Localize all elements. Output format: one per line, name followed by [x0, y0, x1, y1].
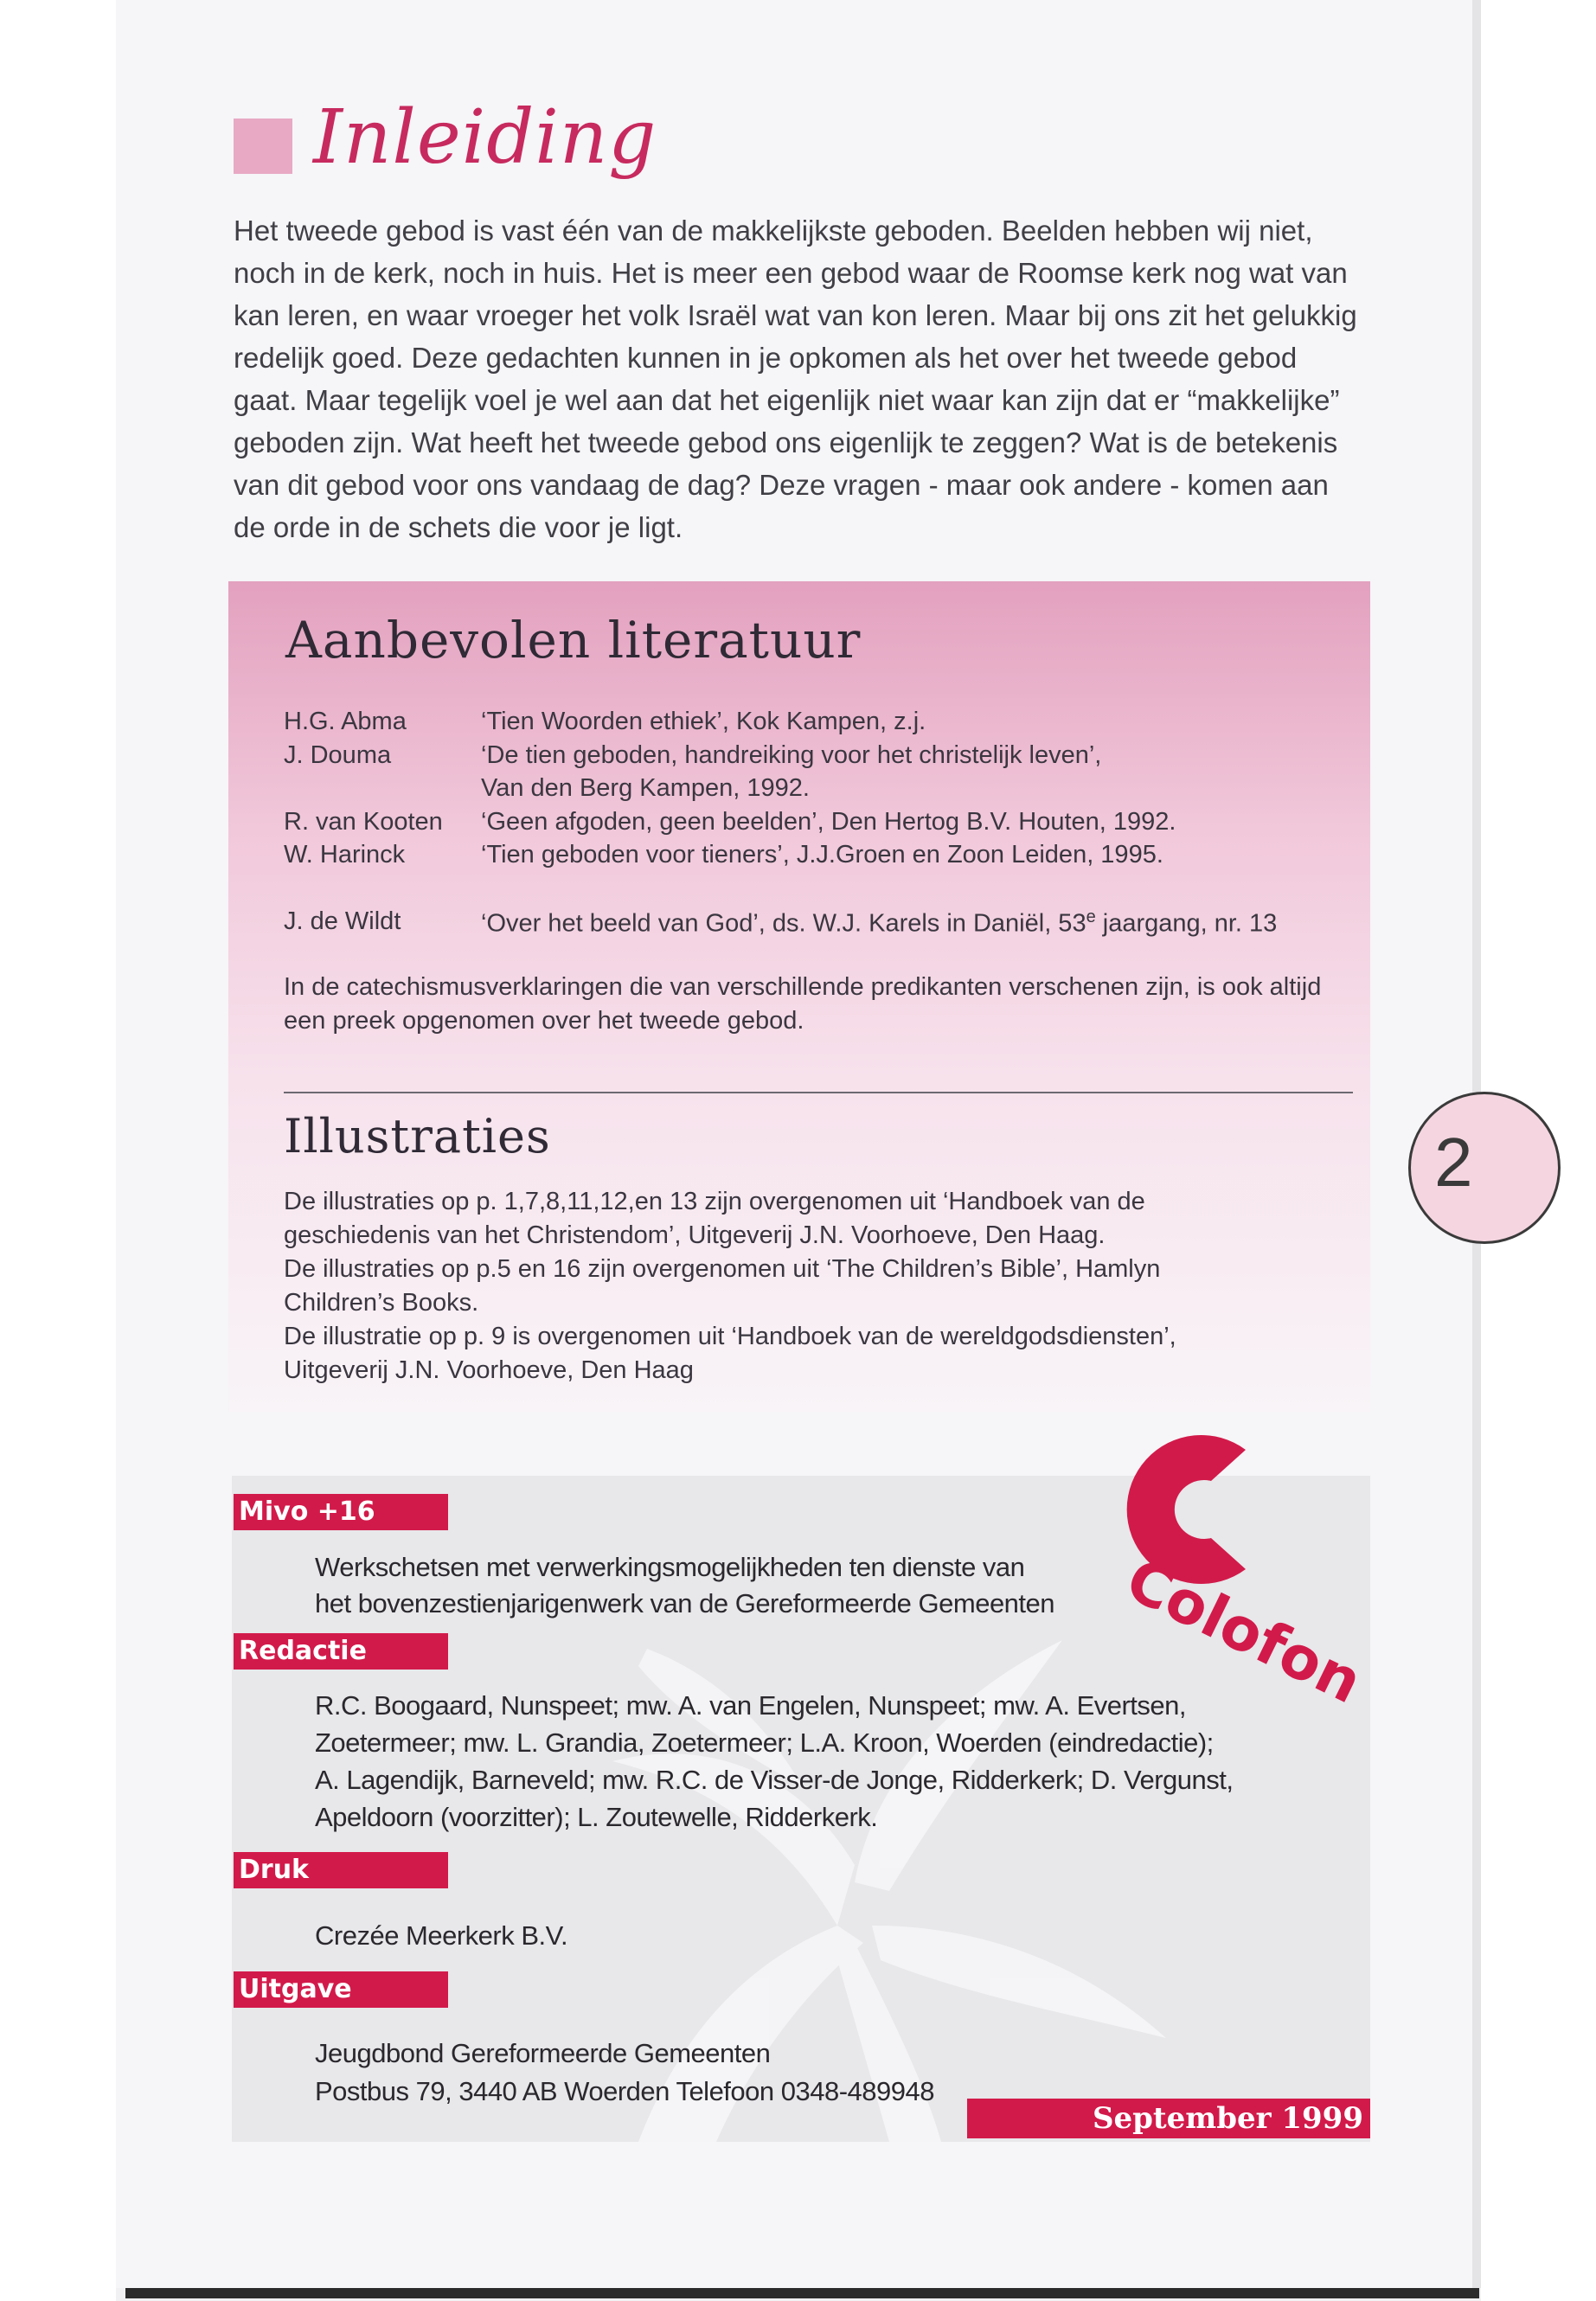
literature-note: In de catechismusverklaringen die van verschillende predikanten verschenen zijn, is ook altijd een preek opgenomen over het tweede gebod.	[284, 973, 1322, 1035]
ref-author: R. van Kooten	[284, 808, 443, 836]
colofon-line: Werkschetsen met verwerkingsmogelijkheden ten dienste van	[315, 1552, 1025, 1582]
colofon-line: R.C. Boogaard, Nunspeet; mw. A. van Engelen, Nunspeet; mw. A. Evertsen,	[315, 1690, 1187, 1721]
colofon-line: Zoetermeer; mw. L. Grandia, Zoetermeer; L.A. Kroon, Woerden (eindredactie);	[315, 1727, 1214, 1758]
ref-work: ‘Tien Woorden ethiek’, Kok Kampen, z.j.	[481, 708, 926, 735]
ref-author: W. Harinck	[284, 841, 406, 868]
colofon-line: Jeugdbond Gereformeerde Gemeenten	[315, 2038, 771, 2068]
ref-work: ‘De tien geboden, handreiking voor het christelijk leven’,	[481, 741, 1102, 769]
ref-work-text: ‘Over het beeld van God’, ds. W.J. Karels in Daniël, 53	[481, 909, 1086, 938]
colofon-line: Postbus 79, 3440 AB Woerden Telefoon 0348-489948	[315, 2076, 934, 2106]
colofon-label: Druk	[234, 1852, 448, 1888]
intro-title: Inleiding	[313, 94, 657, 181]
illustrations-line: Children’s Books.	[284, 1289, 479, 1317]
illustrations-text	[284, 1185, 1365, 1388]
colofon-line: Crezée Meerkerk B.V.	[315, 1920, 568, 1951]
colofon-line: A. Lagendijk, Barneveld; mw. R.C. de Visser-de Jonge, Ridderkerk; D. Vergunst,	[315, 1765, 1234, 1795]
ref-author: J. de Wildt	[284, 907, 401, 935]
page-number-tab	[1408, 1092, 1561, 1244]
ref-author: J. Douma	[284, 741, 392, 769]
page-number: 2	[1434, 1124, 1473, 1201]
illustrations-line: De illustraties op p.5 en 16 zijn overgenomen uit ‘The Children’s Bible’, Hamlyn	[284, 1255, 1161, 1283]
ref-work-end: jaargang, nr. 13	[1095, 909, 1278, 938]
intro-paragraph: Het tweede gebod is vast één van de makkelijkste geboden. Beelden hebben wij niet, noch in de kerk, noch in huis. Het is meer een gebod waar de Roomse kerk nog wat van kan leren, en waar vroeger het volk Israël wat van kon leren. Maar bij ons zit het gelukkig redelijk goed. Deze gedachten kunnen in je opkomen als het over het tweede gebod gaat. Maar tegelijk voel je wel aan dat het eigenlijk niet waar kan zijn dat er “makkelijke” geboden zijn. Wat heeft het tweede gebod ons eigenlijk te zeggen? Wat is de betekenis van dit gebod voor ons vandaag de dag? Deze vragen - maar ook andere - komen aan de orde in de schets die voor je ligt.	[234, 215, 1357, 543]
colofon-line: Apeldoorn (voorzitter); L. Zoutewelle, Ridderkerk.	[315, 1802, 878, 1832]
illustrations-line: geschiedenis van het Christendom’, Uitgeverij J.N. Voorhoeve, Den Haag.	[284, 1221, 1106, 1249]
colofon-label: Uitgave	[234, 1971, 448, 2008]
ref-work: ‘Tien geboden voor tieners’, J.J.Groen en Zoon Leiden, 1995.	[481, 841, 1163, 868]
illustrations-line: De illustratie op p. 9 is overgenomen uit ‘Handboek van de wereldgodsdiensten’,	[284, 1323, 1176, 1350]
colofon-label: Redactie	[234, 1633, 448, 1670]
heading-square-icon	[234, 119, 292, 174]
colofon-title-text: Colofon	[1115, 1545, 1373, 1718]
illustrations-line: Uitgeverij J.N. Voorhoeve, Den Haag	[284, 1356, 694, 1384]
literature-title: Aanbevolen literatuur	[285, 611, 862, 670]
ref-work-continued: Van den Berg Kampen, 1992.	[481, 774, 810, 802]
illustrations-title: Illustraties	[284, 1109, 551, 1163]
issue-date: September 1999	[967, 2099, 1370, 2138]
scan-margin-left	[0, 0, 116, 2301]
ref-superscript: e	[1086, 907, 1096, 926]
illustrations-line: De illustraties op p. 1,7,8,11,12,en 13 zijn overgenomen uit ‘Handboek van de	[284, 1188, 1145, 1215]
colofon-label: Mivo +16	[234, 1494, 448, 1530]
scan-bottom-strip	[125, 2288, 1479, 2298]
ref-author: H.G. Abma	[284, 708, 407, 735]
ref-work: ‘Geen afgoden, geen beelden’, Den Hertog B.V. Houten, 1992.	[481, 808, 1176, 836]
ref-work	[481, 907, 1277, 939]
colofon-title	[1062, 1391, 1481, 1737]
section-divider	[284, 1092, 1353, 1093]
colofon-line: het bovenzestienjarigenwerk van de Gereformeerde Gemeenten	[315, 1588, 1055, 1618]
